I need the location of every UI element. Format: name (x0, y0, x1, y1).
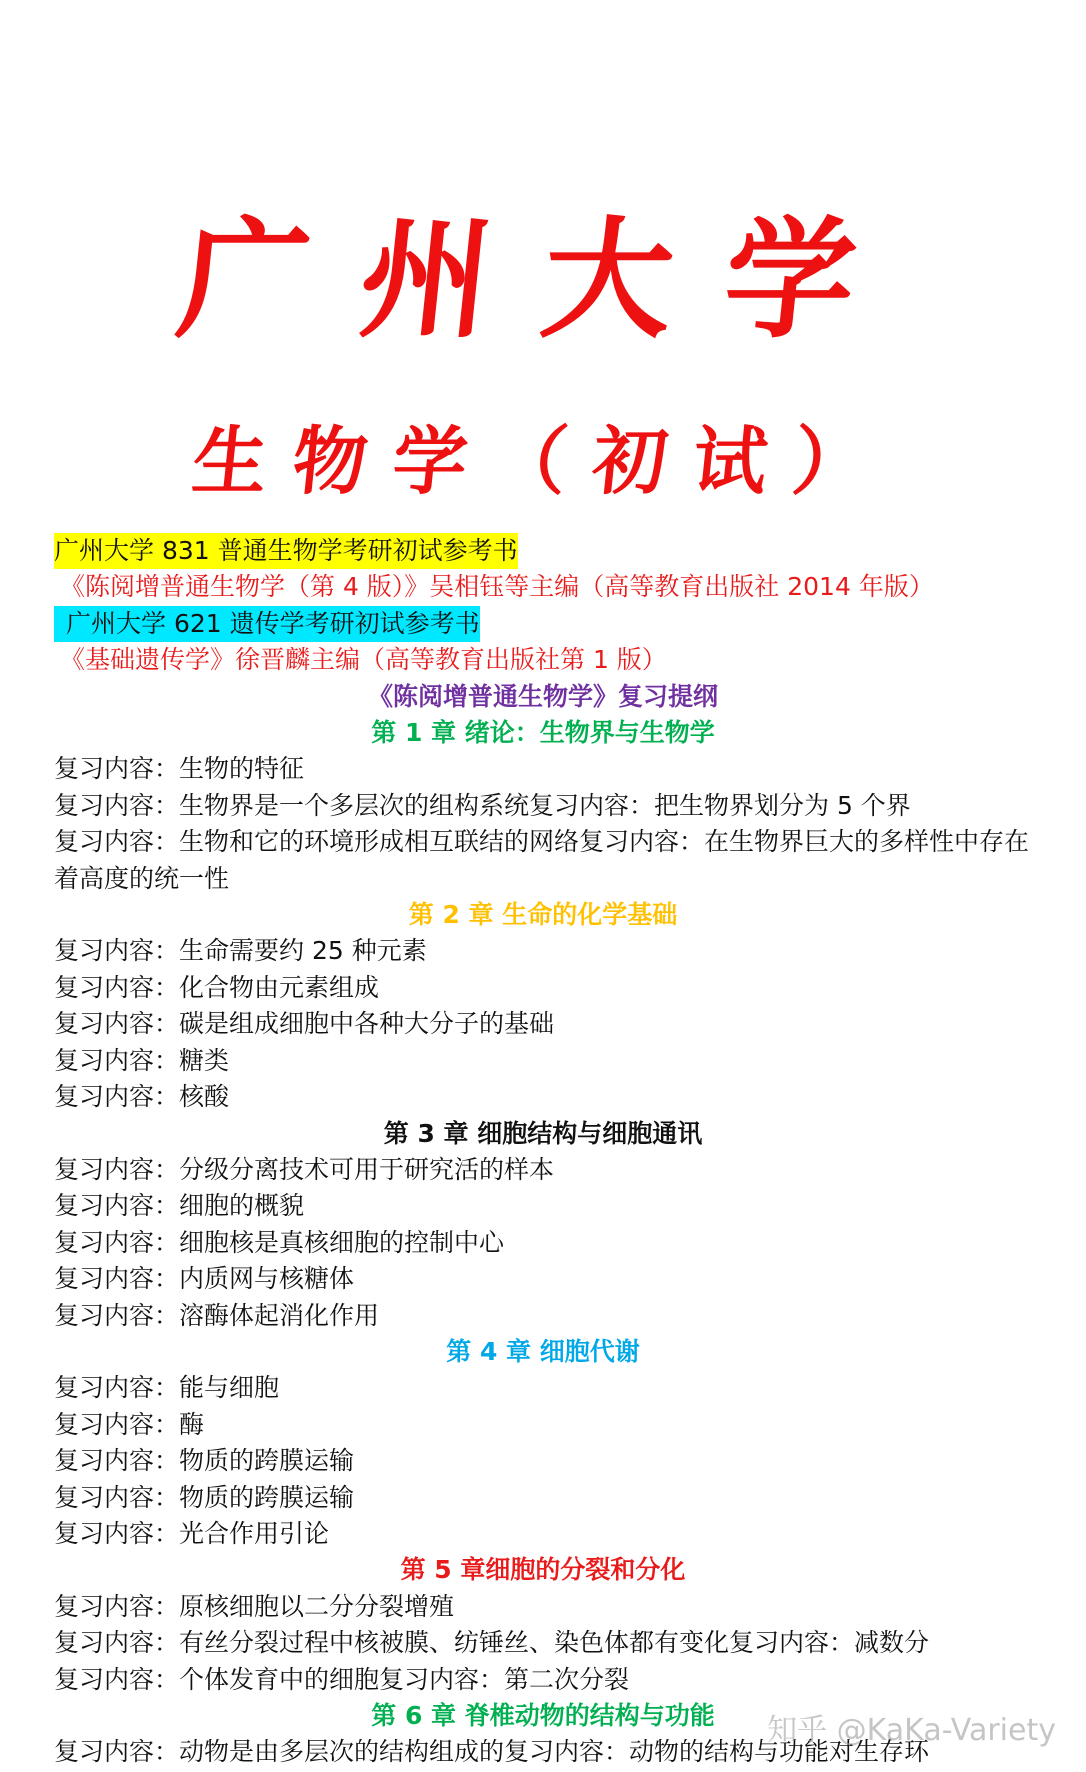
book-title-621: 《基础遗传学》徐晋麟主编（高等教育出版社第 1 版） (60, 645, 667, 675)
chapter-heading: 第 4 章 细胞代谢 (446, 1336, 640, 1366)
chapter-heading: 第 5 章细胞的分裂和分化 (400, 1555, 686, 1585)
review-item: 复习内容：细胞的概貌 (54, 1191, 305, 1221)
review-item: 复习内容：物质的跨膜运输 (54, 1482, 355, 1512)
book-title-831: 《陈阅增普通生物学（第 4 版）》吴相钰等主编（高等教育出版社 2014 年版） (60, 572, 934, 602)
document-body (54, 533, 1044, 1771)
page-subtitle: 生物学（初试） (188, 419, 898, 505)
review-item: 复习内容：生物和它的环境形成相互联结的网络复习内容：在生物界巨大的多样性中存在着高度的统一性 (54, 827, 1030, 893)
review-item: 复习内容：能与细胞 (54, 1373, 280, 1403)
review-item: 复习内容：光合作用引论 (54, 1518, 330, 1548)
book-heading-621: 广州大学 621 遗传学考研初试参考书 (54, 606, 480, 642)
review-item: 复习内容：生命需要约 25 种元素 (54, 936, 427, 966)
review-item: 复习内容：生物界是一个多层次的组构系统复习内容：把生物界划分为 5 个界 (54, 790, 911, 820)
review-item: 复习内容：溶酶体起消化作用 (54, 1300, 380, 1330)
review-item: 复习内容：物质的跨膜运输 (54, 1446, 355, 1476)
page-title: 广州大学 (170, 204, 915, 356)
review-item: 复习内容：细胞核是真核细胞的控制中心 (54, 1227, 505, 1257)
review-item: 复习内容：有丝分裂过程中核被膜、纺锤丝、染色体都有变化复习内容：减数分 (54, 1628, 930, 1658)
chapter-heading: 第 6 章 脊椎动物的结构与功能 (371, 1701, 715, 1730)
review-item: 复习内容：生物的特征 (54, 754, 305, 784)
chapter-heading: 第 2 章 生命的化学基础 (408, 900, 678, 930)
review-item: 复习内容：糖类 (54, 1045, 230, 1075)
review-item: 复习内容：内质网与核糖体 (54, 1264, 355, 1294)
review-item: 复习内容：动物是由多层次的结构组成的复习内容：动物的结构与功能对生存环 (54, 1737, 930, 1767)
review-item: 复习内容：酶 (54, 1409, 205, 1439)
review-item: 复习内容：碳是组成细胞中各种大分子的基础 (54, 1009, 555, 1039)
review-item: 复习内容：分级分离技术可用于研究活的样本 (54, 1154, 555, 1184)
outline-title: 《陈阅增普通生物学》复习提纲 (367, 681, 718, 711)
chapter-heading: 第 3 章 细胞结构与细胞通讯 (383, 1118, 703, 1148)
book-heading-831: 广州大学 831 普通生物学考研初试参考书 (54, 533, 518, 569)
chapters (54, 715, 1044, 1771)
review-item: 复习内容：化合物由元素组成 (54, 972, 380, 1002)
watermark: 知乎 @KaKa-Variety (767, 1713, 1056, 1748)
review-item: 复习内容：个体发育中的细胞复习内容：第二次分裂 (54, 1664, 630, 1694)
review-item: 复习内容：核酸 (54, 1082, 230, 1112)
review-item: 复习内容：原核细胞以二分分裂增殖 (54, 1591, 455, 1621)
chapter-heading: 第 1 章 绪论：生物界与生物学 (371, 718, 715, 748)
